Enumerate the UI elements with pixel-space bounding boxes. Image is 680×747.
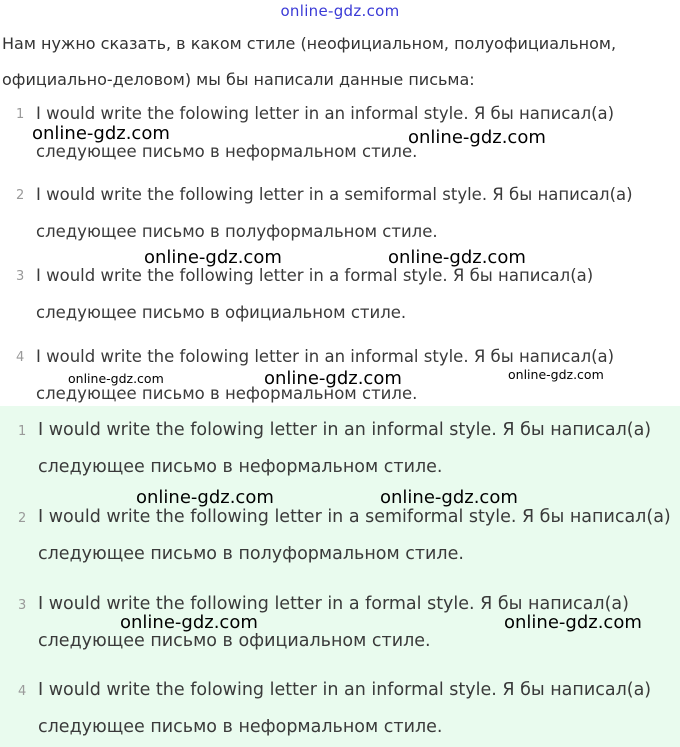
watermark: online-gdz.com [120,612,258,633]
watermark: online-gdz.com [136,487,274,508]
item-number: 3 [16,269,25,284]
item-line-1: I would write the following letter in a formal style. Я бы написал(а) [38,594,629,614]
intro-line-2: официально-деловом) мы бы написали данные письма: [2,70,475,89]
item-line-2: следующее письмо в неформальном стиле. [36,384,418,403]
item-line-2: следующее письмо в официальном стиле. [36,303,407,322]
header-watermark: online-gdz.com [280,2,400,20]
watermark: online-gdz.com [408,127,546,148]
watermark: online-gdz.com [504,612,642,633]
item-number: 2 [18,511,27,526]
item-number: 2 [16,188,25,203]
item-line-1: I would write the following letter in a semiformal style. Я бы написал(а) [36,185,633,204]
item-line-1: I would write the folowing letter in an informal style. Я бы написал(а) [38,420,652,440]
watermark: online-gdz.com [508,367,604,382]
item-number: 1 [16,107,25,122]
watermark: online-gdz.com [264,368,402,389]
watermark: online-gdz.com [68,371,164,386]
item-line-2: следующее письмо в неформальном стиле. [38,457,443,477]
item-number: 1 [18,424,27,439]
item-number: 3 [18,598,27,613]
watermark: online-gdz.com [32,123,170,144]
watermark: online-gdz.com [144,247,282,268]
item-number: 4 [18,684,27,699]
item-line-2: следующее письмо в полуформальном стиле. [38,544,464,564]
item-line-1: I would write the following letter in a semiformal style. Я бы написал(а) [38,507,671,527]
watermark: online-gdz.com [380,487,518,508]
item-line-1: I would write the folowing letter in an informal style. Я бы написал(а) [36,347,615,366]
item-line-2: следующее письмо в официальном стиле. [38,631,431,651]
item-line-1: I would write the folowing letter in an informal style. Я бы написал(а) [36,104,615,123]
intro-line-1: Нам нужно сказать, в каком стиле (неофициальном, полуофициальном, [2,34,617,53]
item-line-2: следующее письмо в неформальном стиле. [36,142,418,161]
item-line-2: следующее письмо в неформальном стиле. [38,717,443,737]
watermark: online-gdz.com [388,247,526,268]
item-line-1: I would write the folowing letter in an informal style. Я бы написал(а) [38,680,652,700]
item-line-2: следующее письмо в полуформальном стиле. [36,222,438,241]
item-number: 4 [16,350,25,365]
item-line-1: I would write the following letter in a formal style. Я бы написал(а) [36,266,594,285]
